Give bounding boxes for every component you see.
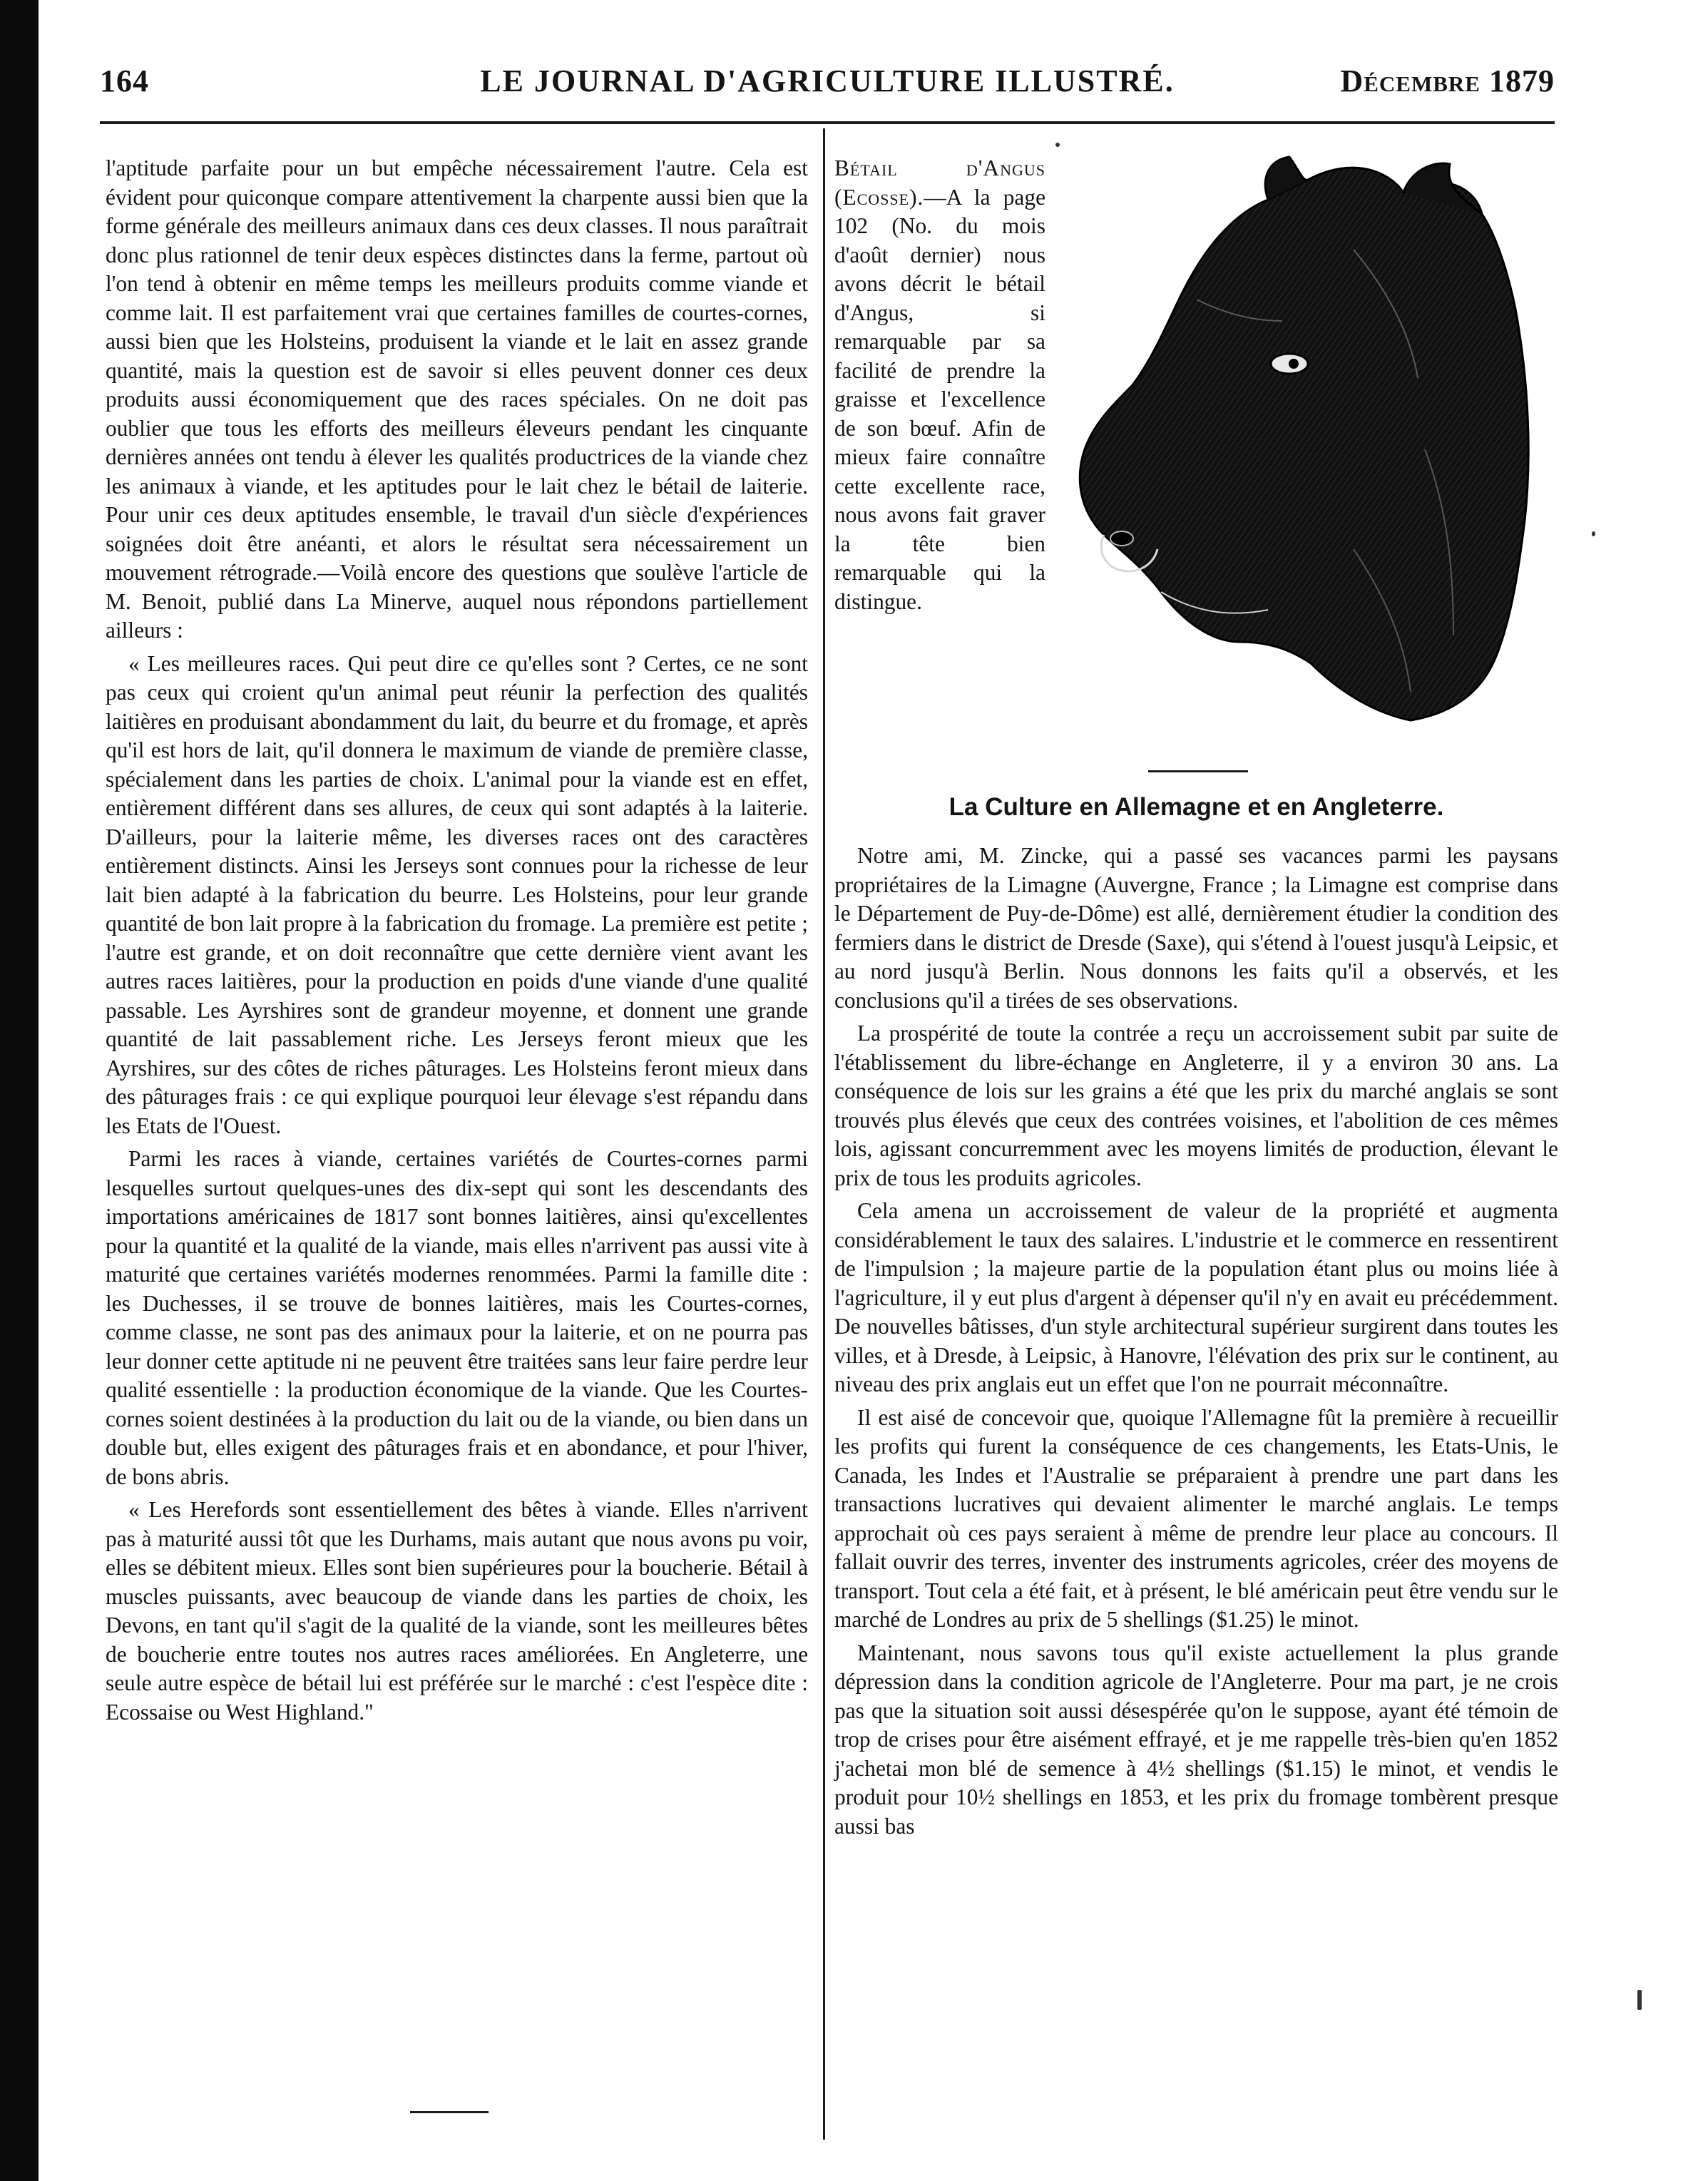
print-speck: [1637, 1990, 1642, 2010]
issue-date: Décembre 1879: [1340, 63, 1555, 98]
page-header: [100, 63, 1555, 106]
paragraph: Il est aisé de concevoir que, quoique l'Allemagne fût la première à recueillir les profits qui furent la conséquence de ces changements, les Etats-Unis, le Canada, les Indes et l'Australie se préparaient à prendre une part dans les transactions lucratives qui devaient alimenter le marché anglais. Le temps approchait où ces pays seraient à même de prendre leur place au concours. Il fallait ouvrir des terres, inventer des instruments agricoles, créer des moyens de transport. Tout cela a été fait, et à présent, le blé américain peut être vendu sur le marché de Londres au prix de 5 shellings ($1.25) le minot.: [834, 1404, 1558, 1632]
section-divider: [1148, 770, 1248, 772]
paragraph: Notre ami, M. Zincke, qui a passé ses vacances parmi les paysans propriétaires de la Limagne (Auvergne, France ; la Limagne est comprise dans le Département de Puy-de-Dôme) est allé, dernièrement étudier la condition des fermiers dans le district de Dresde (Saxe), qui s'étend à l'ouest jusqu'à Leipsic, et au nord jusqu'à Berlin. Nous donnons les faits qu'il a observés, et les conclusions qu'il a tirées de ses observations.: [834, 843, 1558, 1013]
column-divider: [823, 128, 825, 2140]
paragraph: Cela amena un accroissement de valeur de la propriété et augmenta considérablement le taux des salaires. L'industrie et le commerce en ressentirent de l'impulsion ; la majeure partie de la population étant plus ou moins liée à l'agriculture, il y eut plus d'argent à dépenser qu'il n'y en avait eu précédemment. De nouvelles bâtisses, d'un style architectural supérieur surgirent dans toutes les villes, et à Dresde, à Leipsic, à Hanovre, l'élévation des prix sur le continent, au niveau des prix anglais eut un effet que l'on ne pourrait méconnaître.: [834, 1198, 1558, 1396]
illustration-caption: [834, 154, 1045, 616]
section-title: La Culture en Allemagne et en Angleterre.: [948, 793, 1444, 821]
paragraph: « Les Herefords sont essentiellement des bêtes à viande. Elles n'arrivent pas à maturité aussi tôt que les Durhams, mais autant que nous avons pu voir, elles se débitent mieux. Elles sont bien supérieures pour la boucherie. Bétail à muscles puissants, avec beaucoup de viande dans les parties de choix, les Devons, en tant qu'il s'agit de la qualité de la viande, sont les meilleures bêtes de boucherie entre toutes nos autres races améliorées. En Angleterre, une seule autre espèce de bétail lui est préférée sur le marché : c'est l'espèce dite : Ecossaise ou West Highland.": [106, 1497, 808, 1725]
scan-edge: [0, 0, 39, 2181]
caption-text: —A la page 102 (No. du mois d'août dernier) nous avons décrit le bétail d'Angus, si remarquable par sa facilité de prendre la graisse et l'excellence de son bœuf. Afin de mieux faire connaître cette excellente race, nous avons fait graver la tête bien remarquable qui la distingue.: [834, 184, 1045, 614]
left-column: [106, 154, 808, 1731]
paragraph: « Les meilleures races. Qui peut dire ce qu'elles sont ? Certes, ce ne sont pas ceux qui croient qu'un animal peut réunir la perfection des qualités laitières en produisant abondamment du lait, du beurre et du fromage, et après qu'il est hors de lait, qu'il donnera le maximum de viande de première classe, spécialement dans les parties de choix. L'animal pour la viande est en effet, entièrement différent dans ses allures, de ceux qui sont adaptés à la laiterie. D'ailleurs, pour la laiterie même, les diverses races ont des caractères entièrement distincts. Ainsi les Jerseys sont connues pour la richesse de leur lait bien adapté à la fabrication du beurre. Les Holsteins, pour leur grande quantité de bon lait propre à la fabrication du fromage. La première est petite ; l'autre est grande, et on doit reconnaître que cette dernière vient avant les autres races laitières, pour la production en poids d'une viande d'une qualité passable. Les Ayrshires sont de grandeur moyenne, et donnent une grande quantité de lait passablement riche. Les Jerseys feront mieux que les Ayrshires, sur des côtes de riches pâturages. Les Holsteins feront mieux dans des pâturages frais : ce qui explique pourquoi leur élevage s'est répandu dans les Etats de l'Ouest.: [106, 650, 808, 1138]
caption-heading: Bétail d'Angus (Ecosse).: [834, 155, 1045, 210]
bull-head-engraving: [1054, 150, 1560, 727]
journal-title: LE JOURNAL D'AGRICULTURE ILLUSTRÉ.: [480, 63, 1175, 98]
bull-head-icon: [1054, 150, 1560, 727]
page-number: 164: [100, 63, 149, 98]
paragraph: Parmi les races à viande, certaines variétés de Courtes-cornes parmi lesquelles surtout quelques-unes des dix-sept qui sont les descendants des importations américaines de 1817 sont bonnes laitières, ainsi qu'excellentes pour la quantité et la qualité de la viande, mais elles n'arrivent pas aussi vite à maturité que certaines variétés modernes renommées. Parmi la famille dite : les Duchesses, il se trouve de bonnes laitières, mais les Courtes-cornes, comme classe, ne sont pas des animaux pour la laiterie, et on ne pourra pas leur donner cette aptitude ni ne peuvent être traitées sans leur faire perdre leur qualité essentielle : la production économique de la viande. Que les Courtes-cornes soient destinées à la production du lait ou de la viande, ou bien dans un double but, elles exigent des pâturages frais et en abondance, et pour l'hiver, de bons abris.: [106, 1146, 808, 1489]
end-divider: [410, 2111, 489, 2113]
print-speck: [1592, 531, 1595, 536]
paragraph: La prospérité de toute la contrée a reçu un accroissement subit par suite de l'établissement du libre-échange en Angleterre, il y a environ 30 ans. La conséquence de lois sur les grains a été que les prix du marché anglais se sont trouvés plus élevés que ceux des contrées voisines, et l'abolition de ces mêmes lois, agissant concurremment avec les moyens limités de production, élevant le prix de tous les produits agricoles.: [834, 1021, 1558, 1190]
paragraph: l'aptitude parfaite pour un but empêche nécessairement l'autre. Cela est évident pour quiconque compare attentivement la charpente aussi bien que la forme générale des meilleurs animaux dans ces deux classes. Il nous paraîtrait donc plus rationnel de tenir deux espèces distinctes dans la ferme, partout où l'on tend à obtenir en même temps les meilleurs produits comme viande et comme lait. Il est parfaitement vrai que certaines familles de courtes-cornes, aussi bien que les Holsteins, produisent la viande et le lait en assez grande quantité, mais la question est de savoir si elles peuvent donner ces deux produits aussi économiquement que des races spéciales. On ne doit pas oublier que tous les efforts des meilleurs éleveurs pendant les cinquante dernières années ont tendu à élever les qualités productrices de la viande chez les animaux à viande, et les aptitudes pour le lait chez le bétail de laiterie. Pour unir ces deux aptitudes ensemble, le travail d'un siècle d'expériences soignées doit être anéanti, et alors le résultat sera nécessairement un mouvement rétrograde.—Voilà encore des questions que soulève l'article de M. Benoit, publié dans La Minerve, auquel nous répondons partiellement ailleurs :: [106, 155, 808, 643]
print-speck: [1055, 143, 1060, 147]
paragraph: Maintenant, nous savons tous qu'il existe actuellement la plus grande dépression dans la condition agricole de l'Angleterre. Pour ma part, je ne crois pas que la situation soit aussi désespérée qu'on le suppose, ayant été témoin de trop de crises pour être aisément effrayé, et je me rappelle très-bien qu'en 1852 j'achetai mon blé de semence à 4½ shellings ($1.15) le minot, et vendis le produit pour 10½ shellings en 1853, et les prix du fromage tombèrent presque aussi bas: [834, 1640, 1558, 1839]
header-rule: [100, 121, 1555, 124]
right-column: [834, 842, 1558, 1845]
